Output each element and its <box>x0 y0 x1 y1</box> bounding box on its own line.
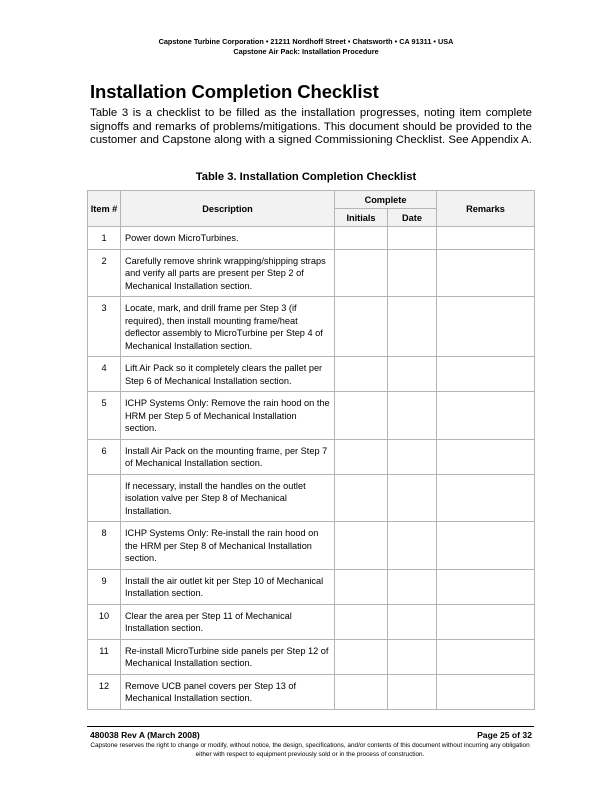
date-cell[interactable] <box>388 249 437 297</box>
item-number: 1 <box>88 227 121 250</box>
remarks-cell[interactable] <box>437 249 535 297</box>
remarks-cell[interactable] <box>437 639 535 674</box>
initials-cell[interactable] <box>335 522 388 570</box>
date-cell[interactable] <box>388 604 437 639</box>
date-cell[interactable] <box>388 674 437 709</box>
item-number: 6 <box>88 439 121 474</box>
initials-cell[interactable] <box>335 474 388 522</box>
page-number: Page 25 of 32 <box>477 730 532 740</box>
table-row <box>88 227 535 250</box>
header-complete: Complete <box>335 191 437 209</box>
date-cell[interactable] <box>388 357 437 392</box>
page-header-company: Capstone Turbine Corporation • 21211 Nordhoff Street • Chatsworth • CA 91311 • USA <box>158 37 454 46</box>
initials-cell[interactable] <box>335 604 388 639</box>
date-cell[interactable] <box>388 297 437 357</box>
header-date: Date <box>388 209 437 227</box>
remarks-cell[interactable] <box>437 392 535 440</box>
item-number: 12 <box>88 674 121 709</box>
item-description: If necessary, install the handles on the outlet isolation valve per Step 8 of Mechanical Installation. <box>121 474 335 522</box>
intro-paragraph: Table 3 is a checklist to be filled as the installation progresses, noting item complete signoffs and remarks of problems/mitigations. This document should be provided to the customer and Capstone along with a signed Commissioning Checklist. See Appendix A. <box>90 107 532 147</box>
initials-cell[interactable] <box>335 639 388 674</box>
initials-cell[interactable] <box>335 249 388 297</box>
header-initials: Initials <box>335 209 388 227</box>
initials-cell[interactable] <box>335 674 388 709</box>
item-description: Lift Air Pack so it completely clears the pallet per Step 6 of Mechanical Installation section. <box>121 357 335 392</box>
header-description: Description <box>121 191 335 227</box>
initials-cell[interactable] <box>335 357 388 392</box>
remarks-cell[interactable] <box>437 297 535 357</box>
item-number: 2 <box>88 249 121 297</box>
remarks-cell[interactable] <box>437 522 535 570</box>
date-cell[interactable] <box>388 522 437 570</box>
date-cell[interactable] <box>388 474 437 522</box>
date-cell[interactable] <box>388 392 437 440</box>
table-row <box>88 639 535 674</box>
item-description: Power down MicroTurbines. <box>121 227 335 250</box>
table-row <box>88 474 535 522</box>
table-row <box>88 392 535 440</box>
item-number: 9 <box>88 569 121 604</box>
initials-cell[interactable] <box>335 439 388 474</box>
item-number: 5 <box>88 392 121 440</box>
document-revision: 480038 Rev A (March 2008) <box>90 730 200 740</box>
footer-rule <box>87 726 534 727</box>
table-row <box>88 522 535 570</box>
initials-cell[interactable] <box>335 569 388 604</box>
header-remarks: Remarks <box>437 191 535 227</box>
initials-cell[interactable] <box>335 392 388 440</box>
table-row <box>88 249 535 297</box>
section-title: Installation Completion Checklist <box>90 81 379 102</box>
table-row <box>88 439 535 474</box>
item-number: 4 <box>88 357 121 392</box>
table-row <box>88 569 535 604</box>
item-description: ICHP Systems Only: Re-install the rain hood on the HRM per Step 8 of Mechanical Installation section. <box>121 522 335 570</box>
item-description: Locate, mark, and drill frame per Step 3 (if required), then install mounting frame/heat deflector assembly to MicroTurbine per Step 4 of Mechanical Installation section. <box>121 297 335 357</box>
page-header-document: Capstone Air Pack: Installation Procedure <box>233 47 379 56</box>
header-item: Item # <box>88 191 121 227</box>
item-description: Carefully remove shrink wrapping/shipping straps and verify all parts are present per Step 2 of Mechanical Installation section. <box>121 249 335 297</box>
remarks-cell[interactable] <box>437 674 535 709</box>
table-row <box>88 604 535 639</box>
remarks-cell[interactable] <box>437 569 535 604</box>
table-row <box>88 297 535 357</box>
footer-disclaimer: Capstone reserves the right to change or modify, without notice, the design, specifications, and/or contents of this document without incurring any obligation either with respect to equipment previously sold or in the process of construction. <box>90 742 530 758</box>
remarks-cell[interactable] <box>437 439 535 474</box>
date-cell[interactable] <box>388 569 437 604</box>
item-description: Re-install MicroTurbine side panels per Step 12 of Mechanical Installation section. <box>121 639 335 674</box>
table-row <box>88 357 535 392</box>
remarks-cell[interactable] <box>437 474 535 522</box>
checklist-table <box>87 190 535 710</box>
remarks-cell[interactable] <box>437 604 535 639</box>
table-caption: Table 3. Installation Completion Checklist <box>195 171 417 183</box>
date-cell[interactable] <box>388 639 437 674</box>
item-number: 11 <box>88 639 121 674</box>
item-description: Remove UCB panel covers per Step 13 of Mechanical Installation section. <box>121 674 335 709</box>
item-description: Install Air Pack on the mounting frame, per Step 7 of Mechanical Installation section. <box>121 439 335 474</box>
date-cell[interactable] <box>388 439 437 474</box>
item-number <box>88 474 121 522</box>
item-number: 8 <box>88 522 121 570</box>
initials-cell[interactable] <box>335 227 388 250</box>
item-number: 10 <box>88 604 121 639</box>
table-row <box>88 674 535 709</box>
remarks-cell[interactable] <box>437 227 535 250</box>
initials-cell[interactable] <box>335 297 388 357</box>
item-description: Install the air outlet kit per Step 10 of Mechanical Installation section. <box>121 569 335 604</box>
item-description: ICHP Systems Only: Remove the rain hood on the HRM per Step 5 of Mechanical Installation section. <box>121 392 335 440</box>
date-cell[interactable] <box>388 227 437 250</box>
remarks-cell[interactable] <box>437 357 535 392</box>
item-description: Clear the area per Step 11 of Mechanical Installation section. <box>121 604 335 639</box>
item-number: 3 <box>88 297 121 357</box>
